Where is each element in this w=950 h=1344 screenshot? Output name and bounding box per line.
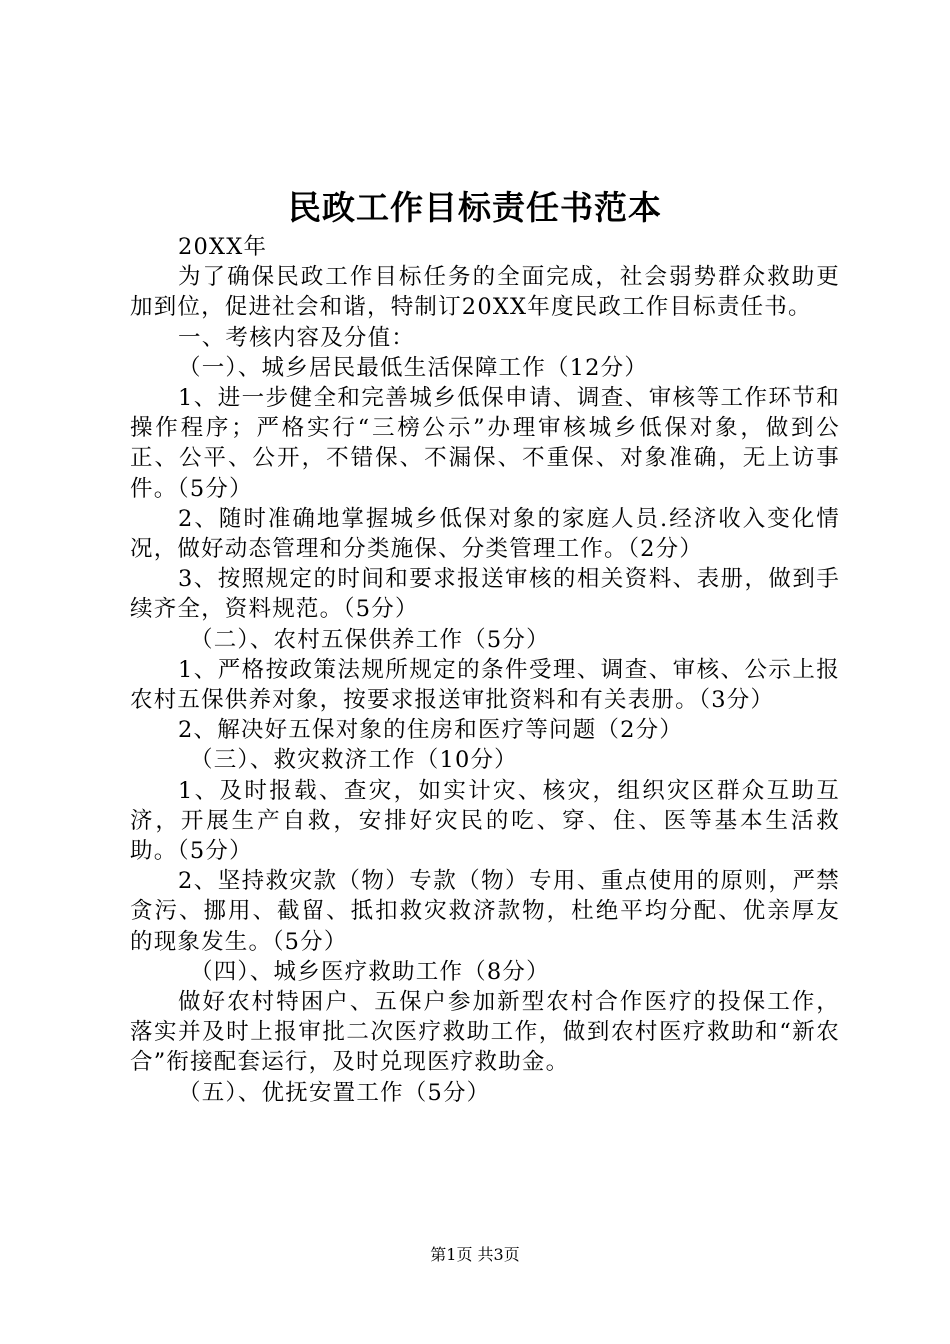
page-title: 民政工作目标责任书范本 — [288, 188, 662, 227]
subsection-heading: （二）、农村五保供养工作（5分） — [190, 626, 550, 653]
intro-paragraph: 为了确保民政工作目标任务的全面完成，社会弱势群众救助更加到位，促进社会和谐，特制订20XX年度民政工作目标责任书。 — [130, 264, 840, 321]
subsection-heading: （四）、城乡医疗救助工作（8分） — [190, 958, 550, 985]
subsection-heading: （五）、优抚安置工作（5分） — [178, 1079, 491, 1106]
item-paragraph: 2、解决好五保对象的住房和医疗等问题（2分） — [178, 717, 684, 744]
section-heading: 一、考核内容及分值： — [178, 324, 416, 351]
item-paragraph: 做好农村特困户、五保户参加新型农村合作医疗的投保工作，落实并及时上报审批二次医疗救助工作，做到农村医疗救助和“新农合”衔接配套运行，及时兑现医疗救助金。 — [130, 989, 840, 1076]
date-line: 20XX年 — [178, 234, 268, 260]
page-number-footer: 第1页 共3页 — [430, 1245, 520, 1264]
subsection-heading: （一）、城乡居民最低生活保障工作（12分） — [178, 354, 649, 381]
item-paragraph: 1、进一步健全和完善城乡低保申请、调查、审核等工作环节和操作程序；严格实行“三榜公示”办理审核城乡低保对象，做到公正、公平、公开，不错保、不漏保、不重保、对象准确，无上访事件。（5分） — [130, 385, 840, 502]
item-paragraph: 3、按照规定的时间和要求报送审核的相关资料、表册，做到手续齐全，资料规范。（5分） — [130, 566, 840, 623]
item-paragraph: 1、及时报载、查灾，如实计灾、核灾，组织灾区群众互助互济，开展生产自救，安排好灾民的吃、穿、住、医等基本生活救助。（5分） — [130, 777, 840, 865]
item-paragraph: 2、随时准确地掌握城乡低保对象的家庭人员.经济收入变化情况，做好动态管理和分类施保、分类管理工作。（2分） — [130, 505, 840, 563]
item-paragraph: 1、严格按政策法规所规定的条件受理、调查、审核、公示上报农村五保供养对象，按要求报送审批资料和有关表册。（3分） — [130, 656, 840, 714]
subsection-heading: （三）、救灾救济工作（10分） — [190, 747, 518, 774]
document-body — [130, 232, 840, 1108]
item-paragraph: 2、坚持救灾款（物）专款（物）专用、重点使用的原则，严禁贪污、挪用、截留、抵扣救灾救济款物，杜绝平均分配、优亲厚友的现象发生。（5分） — [130, 868, 840, 955]
